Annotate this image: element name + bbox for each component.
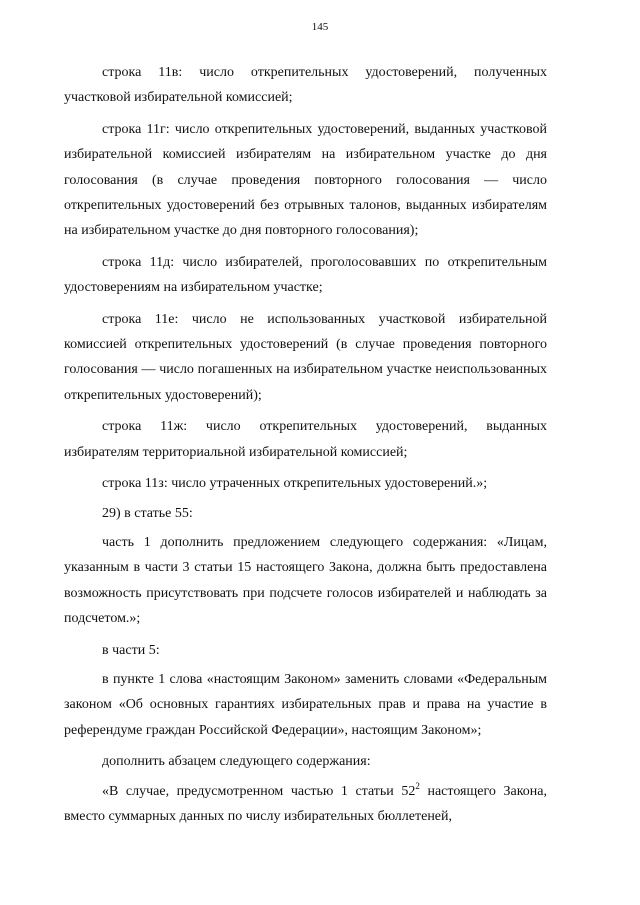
paragraph-line-11zh: строка 11ж: число открепительных удостоверений, выданных избирателям территориальной избирательной комиссией;	[64, 419, 547, 460]
paragraph-part-1-amendment: часть 1 дополнить предложением следующего содержания: «Лицам, указанным в части 3 статьи 15 настоящего Закона, должна быть предоставлена возможность присутствовать при подсчете голосов избирателей и наблюдать за подсчетом.»;	[64, 534, 547, 627]
quoted-clause-end: настоящего Закона, вместо суммарных данных по числу избирательных бюллетеней,	[64, 783, 547, 824]
paragraph-add-clause: дополнить абзацем следующего содержания:	[102, 754, 371, 770]
paragraph-part-5: в части 5:	[102, 642, 160, 658]
paragraph-quoted-clause	[64, 779, 547, 830]
paragraph-line-11z: строка 11з: число утраченных открепительных удостоверений.»;	[102, 476, 488, 492]
paragraph-line-11g: строка 11г: число открепительных удостоверений, выданных участковой избирательной комиссией избирателям на избирательном участке до дня голосования (в случае проведения повторного голосования — число открепительных удостоверений без отрывных талонов, выданных избирателям на избирательном участке до дня повторного голосования);	[64, 121, 547, 239]
paragraph-line-11v: строка 11в: число открепительных удостоверений, полученных участковой избирательной комиссией;	[64, 65, 547, 106]
paragraph-point-1-replacement: в пункте 1 слова «настоящим Законом» заменить словами «Федеральным законом «Об основных гарантиях избирательных прав и права на участие в референдуме граждан Российской Федерации», настоящим Законом»;	[64, 671, 547, 738]
paragraph-line-11d: строка 11д: число избирателей, проголосовавших по открепительным удостоверениям на избирательном участке;	[64, 254, 547, 296]
paragraph-article-55: 29) в статье 55:	[102, 505, 193, 521]
paragraph-line-11e: строка 11е: число не использованных участковой избирательной комиссией открепительных удостоверений (в случае проведения повторного голосования — число погашенных на избирательном участке неиспользованных открепительных удостоверений);	[64, 311, 547, 403]
article-superscript: 2	[415, 780, 420, 791]
quoted-clause-start: «В случае, предусмотренном частью 1 статьи 52	[102, 783, 416, 799]
document-body	[64, 60, 547, 835]
page-number: 145	[311, 21, 329, 33]
